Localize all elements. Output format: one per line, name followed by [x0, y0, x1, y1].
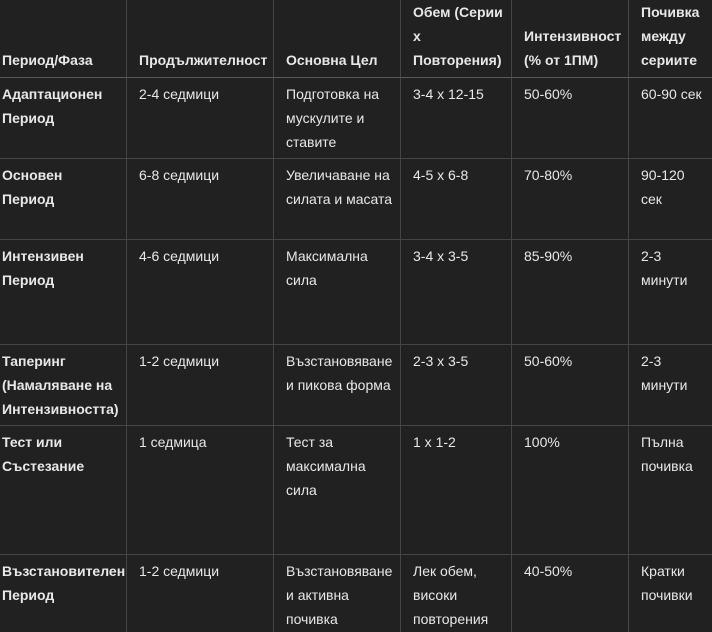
table-row-6-goal: Възстановяване и активна почивка [274, 555, 401, 632]
table-row-2-phase: Основен Период [0, 159, 127, 240]
header-volume: Обем (Серии х Повторения) [401, 0, 512, 78]
table-row-4-duration: 1-2 седмици [127, 345, 274, 426]
table-row-5-duration: 1 седмица [127, 426, 274, 555]
table-row-4-volume: 2-3 x 3-5 [401, 345, 512, 426]
header-main-goal: Основна Цел [274, 0, 401, 78]
table-row-1-phase: Адаптационен Период [0, 78, 127, 159]
table-row-3-goal: Максимална сила [274, 240, 401, 345]
table-row-2-duration: 6-8 седмици [127, 159, 274, 240]
table-row-5-intensity: 100% [512, 426, 629, 555]
table-row-6-phase: Възстановителен Период [0, 555, 127, 632]
table-row-6-volume: Лек обем, високи повторения [401, 555, 512, 632]
table-row-5-phase: Тест или Състезание [0, 426, 127, 555]
table-row-1-rest: 60-90 сек [629, 78, 712, 159]
table-row-6-rest: Кратки почивки [641, 563, 693, 603]
table-row-6-intensity: 40-50% [512, 555, 629, 632]
table-row-5-goal: Тест за максимална сила [274, 426, 401, 555]
table-row-3-volume: 3-4 x 3-5 [401, 240, 512, 345]
table-row-1-intensity: 50-60% [512, 78, 629, 159]
table-row-4-rest: 2-3 минути [629, 345, 712, 426]
header-duration: Продължителност [127, 0, 274, 78]
table-row-3-duration: 4-6 седмици [127, 240, 274, 345]
header-period-phase: Период/Фаза [0, 0, 127, 78]
table-row-5-rest: Пълна почивка [629, 426, 712, 555]
table-row-3-intensity: 85-90% [512, 240, 629, 345]
header-rest: Почивка между сериите [629, 0, 712, 78]
table-row-6-duration: 1-2 седмици [127, 555, 274, 632]
table-row-4-goal: Възстановяване и пикова форма [274, 345, 401, 426]
table-row-2-goal: Увеличаване на силата и масата [274, 159, 401, 240]
table-row-4-phase: Таперинг (Намаляване на Интензивността) [0, 345, 127, 426]
table-row-4-intensity: 50-60% [512, 345, 629, 426]
table-row-5-volume: 1 x 1-2 [401, 426, 512, 555]
header-intensity: Интензивност (% от 1ПМ) [512, 0, 629, 78]
table-row-2-rest: 90-120 сек [629, 159, 712, 240]
table-row-1-duration: 2-4 седмици [127, 78, 274, 159]
table-row-1-goal: Подготовка на мускулите и ставите [274, 78, 401, 159]
table-row-2-intensity: 70-80% [512, 159, 629, 240]
table-row-3-phase: Интензивен Период [0, 240, 127, 345]
table-row-3-rest: 2-3 минути [629, 240, 712, 345]
table-row-1-volume: 3-4 x 12-15 [401, 78, 512, 159]
table-row-2-volume: 4-5 x 6-8 [401, 159, 512, 240]
